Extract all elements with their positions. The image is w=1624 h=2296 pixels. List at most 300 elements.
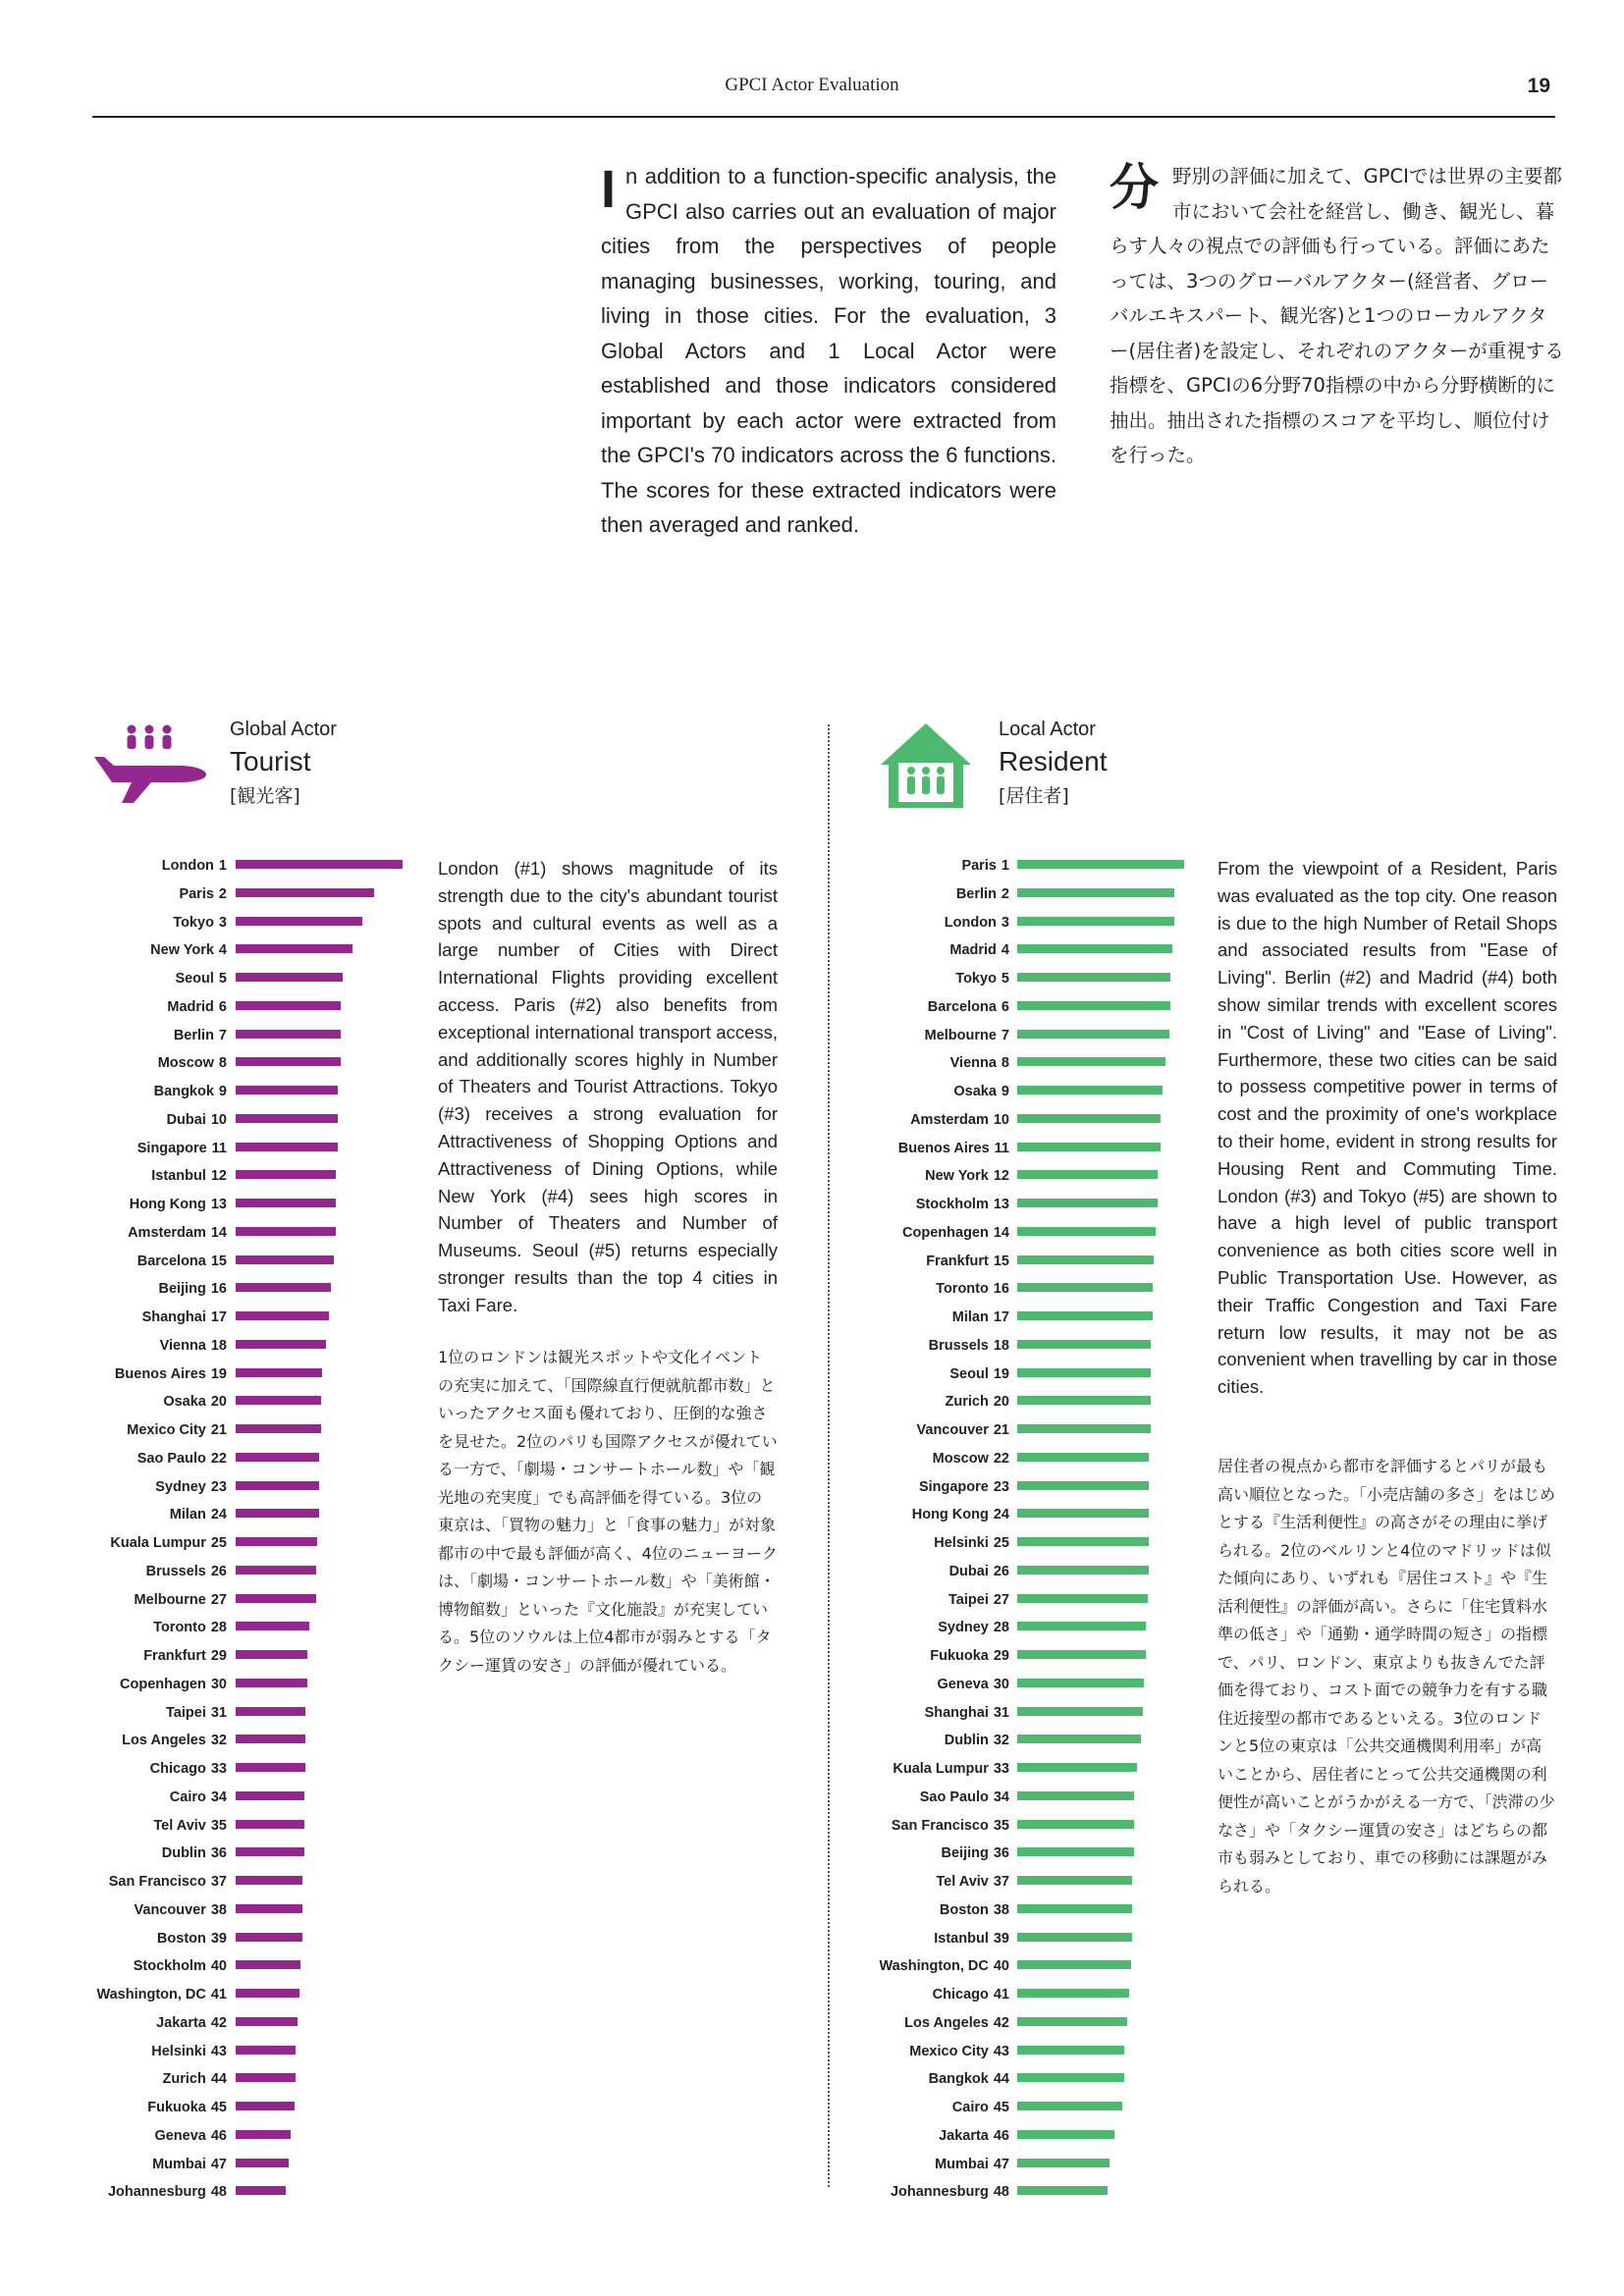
resident-description-en: From the viewpoint of a Resident, Paris was evaluated as the top city. One reason is due to the high Number of Retail Shops and associated results from "Ease of Living". Berlin (#2) and Madrid (#4) both show similar trends with excellent scores in "Cost of Living" and "Ease of Living". Furthermore, these two cities can be said to possess competitive power in terms of cost and the proximity of one's workplace to their home, evident in strong results for Housing Rent and Commuting Time. London (#3) and Tokyo (#5) are shown to have a high level of public transport convenience as both cities score well in Public Transportation Use. However, as their Traffic Congestion and Taxi Fare return low results, it may not be as convenient when travelling by car in those cities.	[1218, 858, 1557, 1398]
tourist-rank-city: Osaka	[163, 1394, 206, 1411]
tourist-rank-bar	[236, 1114, 338, 1123]
tourist-rank-row	[0, 1449, 412, 1477]
resident-rank-row	[844, 997, 1198, 1026]
tourist-rank-label	[150, 940, 227, 960]
resident-rank-label	[939, 2126, 1009, 2146]
tourist-rank-label	[122, 1731, 227, 1750]
tourist-rank-row	[0, 1703, 412, 1732]
tourist-rank-row	[0, 1646, 412, 1675]
tourist-rank-bar	[236, 1509, 319, 1518]
resident-rank-bar	[1017, 1707, 1143, 1716]
tourist-rank-bar	[236, 1227, 336, 1236]
tourist-rank-label	[159, 1279, 227, 1299]
resident-rank-bar	[1017, 1170, 1158, 1179]
resident-rank-row	[844, 2155, 1198, 2183]
tourist-rank-number: 5	[218, 971, 227, 987]
tourist-rank-number: 48	[210, 2184, 227, 2201]
tourist-rank-city: Bangkok	[153, 1084, 214, 1099]
resident-rank-number: 2	[1001, 885, 1009, 902]
resident-rank-label	[940, 1900, 1009, 1920]
resident-rank-bar	[1017, 1622, 1146, 1630]
tourist-rank-city: Melbourne	[134, 1591, 206, 1608]
resident-rank-bar	[1017, 2017, 1127, 2026]
resident-rank-city: Taipei	[948, 1591, 989, 1608]
tourist-rank-bar	[236, 1904, 302, 1913]
tourist-rank-row	[0, 1759, 412, 1788]
resident-rank-row	[844, 913, 1198, 941]
tourist-rank-row	[0, 1900, 412, 1929]
tourist-rank-row	[0, 1477, 412, 1506]
resident-rank-label	[945, 913, 1009, 933]
tourist-rank-row	[0, 1675, 412, 1703]
resident-rank-bar	[1017, 1030, 1169, 1039]
resident-rank-bar	[1017, 1509, 1149, 1518]
tourist-rank-number: 32	[210, 1733, 227, 1749]
resident-rank-row	[844, 1279, 1198, 1308]
tourist-rank-bar	[236, 2046, 296, 2055]
resident-rank-city: London	[944, 914, 997, 931]
column-divider	[828, 724, 830, 2187]
resident-rank-number: 25	[993, 1535, 1009, 1551]
resident-rank-label	[952, 1308, 1009, 1327]
resident-rank-bar	[1017, 2046, 1124, 2055]
resident-rank-label	[925, 1166, 1009, 1186]
resident-rank-bar	[1017, 1057, 1165, 1066]
tourist-rank-row	[0, 1872, 412, 1900]
resident-rank-row	[844, 2182, 1198, 2211]
resident-rank-city: Seoul	[949, 1365, 989, 1382]
tourist-rank-city: Tokyo	[173, 914, 214, 931]
tourist-rank-label	[150, 1759, 227, 1779]
resident-rank-number: 43	[993, 2043, 1009, 2059]
resident-rank-bar	[1017, 1735, 1141, 1743]
tourist-rank-city: Geneva	[154, 2127, 206, 2144]
resident-rank-city: Stockholm	[915, 1197, 989, 1212]
tourist-rank-label	[120, 1675, 227, 1694]
tourist-rank-number: 26	[210, 1563, 227, 1579]
resident-rank-number: 29	[993, 1648, 1009, 1664]
tourist-rank-number: 35	[210, 1817, 227, 1834]
resident-rank-number: 9	[1001, 1084, 1009, 1099]
tourist-rank-row	[0, 1985, 412, 2013]
tourist-rank-city: Vancouver	[134, 1901, 206, 1918]
tourist-rank-city: Taipei	[166, 1704, 206, 1721]
tourist-description-en: London (#1) shows magnitude of its strength due to the city's abundant tourist spots and cultural events as well as a large number of Cities with Direct International Flights providing excellent access. Paris (#2) also benefits from exceptional international transport access, and additionally scores highly in Number of Theaters and Tourist Attractions. Tokyo (#3) receives a strong evaluation for Attractiveness of Shopping Options and Attractiveness of Dining Options, while New York (#4) sees high scores in Number of Theaters and Number of Museums. Seoul (#5) returns especially stronger results than the top 4 cities in Taxi Fare.	[438, 858, 778, 1315]
resident-rank-row	[844, 1675, 1198, 1703]
tourist-rank-city: London	[161, 858, 214, 874]
tourist-rank-row	[0, 1590, 412, 1619]
tourist-rank-number: 3	[218, 914, 227, 931]
resident-rank-number: 40	[993, 1958, 1009, 1975]
resident-rank-number: 13	[993, 1197, 1009, 1212]
resident-rank-number: 33	[993, 1761, 1009, 1777]
resident-rank-city: Barcelona	[927, 998, 997, 1015]
resident-rank-row	[844, 1053, 1198, 1082]
tourist-title-ja: [観光客]	[230, 785, 300, 807]
tourist-rank-bar	[236, 1453, 319, 1462]
resident-rank-city: Vienna	[949, 1055, 997, 1072]
tourist-rank-bar	[236, 1340, 326, 1349]
tourist-rank-row	[0, 2155, 412, 2183]
resident-rank-city: Jakarta	[939, 2127, 989, 2144]
tourist-rank-city: Frankfurt	[143, 1648, 206, 1664]
resident-rank-bar	[1017, 1199, 1158, 1207]
tourist-rank-city: Buenos Aires	[114, 1365, 206, 1382]
tourist-rank-bar	[236, 1424, 321, 1433]
resident-rank-label	[935, 2155, 1009, 2174]
resident-rank-city: Vancouver	[916, 1422, 989, 1438]
tourist-rank-bar	[236, 1311, 329, 1320]
resident-rank-bar	[1017, 1368, 1151, 1377]
tourist-rank-number: 13	[210, 1197, 227, 1212]
resident-rank-label	[909, 2042, 1009, 2061]
resident-rank-label	[961, 856, 1009, 876]
tourist-rank-label	[128, 1223, 227, 1243]
tourist-rank-city: Vienna	[159, 1337, 206, 1354]
tourist-rank-label	[137, 1252, 227, 1271]
tourist-rank-bar	[236, 2186, 286, 2195]
tourist-rank-number: 14	[210, 1224, 227, 1241]
tourist-rank-bar	[236, 1481, 319, 1490]
resident-rank-bar	[1017, 1255, 1154, 1264]
resident-rank-city: Bangkok	[928, 2071, 989, 2088]
tourist-rank-city: Tel Aviv	[153, 1817, 206, 1834]
resident-rank-city: Cairo	[951, 2100, 989, 2115]
tourist-rank-row	[0, 1139, 412, 1167]
resident-rank-row	[844, 1533, 1198, 1562]
resident-rank-city: Istanbul	[934, 1930, 989, 1947]
resident-rank-label	[953, 1082, 1009, 1101]
tourist-rank-label	[115, 1364, 227, 1384]
resident-rank-number: 7	[1001, 1027, 1009, 1043]
resident-rank-row	[844, 1985, 1198, 2013]
tourist-rank-label	[179, 884, 227, 904]
resident-rank-label	[917, 1420, 1009, 1440]
resident-rank-row	[844, 1139, 1198, 1167]
resident-rank-row	[844, 1308, 1198, 1336]
resident-rank-bar	[1017, 1679, 1144, 1687]
resident-rank-number: 4	[1001, 942, 1009, 959]
tourist-rank-city: Stockholm	[133, 1958, 206, 1975]
resident-rank-bar	[1017, 2102, 1122, 2110]
resident-rank-row	[844, 856, 1198, 884]
tourist-rank-label	[155, 1477, 227, 1497]
resident-rank-row	[844, 1420, 1198, 1449]
tourist-rank-city: Copenhagen	[120, 1676, 206, 1692]
resident-rank-number: 38	[993, 1901, 1009, 1918]
resident-rank-row	[844, 1392, 1198, 1420]
tourist-rank-number: 16	[210, 1281, 227, 1298]
tourist-rank-number: 12	[210, 1168, 227, 1185]
tourist-rank-number: 33	[210, 1761, 227, 1777]
tourist-rank-bar	[236, 1255, 334, 1264]
resident-rank-bar	[1017, 1143, 1161, 1151]
tourist-rank-bar	[236, 2159, 289, 2167]
tourist-rank-number: 4	[218, 942, 227, 959]
resident-rank-bar	[1017, 1847, 1134, 1856]
tourist-rank-label	[151, 2042, 227, 2061]
tourist-rank-row	[0, 1279, 412, 1308]
tourist-rank-label	[158, 1053, 227, 1073]
tourist-rank-row	[0, 1562, 412, 1590]
tourist-rank-city: Cairo	[169, 1789, 206, 1805]
resident-title-ja: [居住者]	[999, 785, 1069, 807]
resident-rank-city: Fukuoka	[930, 1648, 989, 1664]
resident-rank-bar	[1017, 2130, 1114, 2139]
resident-rank-number: 31	[993, 1704, 1009, 1721]
resident-rank-label	[934, 1533, 1009, 1553]
tourist-description-ja: 1位のロンドンは観光スポットや文化イベントの充実に加えて、「国際線直行便就航都市数」といったアクセス面も優れており、圧倒的な強さを見せた。2位のパリも国際アクセスが優れている一方で、「劇場・コンサートホール数」や「観光地の充実度」でも高評価を得ている。3位の東京は、「買物の魅力」と「食事の魅力」が対象都市の中で最も評価が高く、4位のニューヨークは、「劇場・コンサートホール数」や「美術館・博物館数」といった『文化施設』が充実している。5位のソウルは上位4都市が弱みとする「タクシー運賃の安さ」の評価が優れている。	[438, 1348, 778, 1675]
resident-rank-bar	[1017, 1396, 1151, 1405]
resident-rank-label	[928, 997, 1009, 1017]
tourist-rank-city: Shanghai	[141, 1309, 206, 1325]
tourist-rank-city: Chicago	[149, 1761, 206, 1777]
resident-rank-city: Madrid	[949, 942, 997, 959]
tourist-rank-city: Johannesburg	[107, 2184, 206, 2201]
tourist-rank-bar	[236, 1707, 305, 1716]
tourist-rank-label	[175, 969, 227, 988]
resident-rank-bar	[1017, 1114, 1161, 1123]
resident-rank-label	[949, 940, 1009, 960]
resident-rank-number: 46	[993, 2127, 1009, 2144]
resident-ranking-chart	[844, 856, 1198, 2220]
resident-rank-label	[955, 969, 1009, 988]
tourist-rank-city: Kuala Lumpur	[110, 1535, 206, 1551]
tourist-rank-city: Seoul	[175, 971, 214, 987]
resident-rank-label	[919, 1477, 1009, 1497]
resident-rank-number: 36	[993, 1845, 1009, 1862]
tourist-rank-label	[130, 1195, 227, 1214]
resident-rank-number: 14	[993, 1224, 1009, 1241]
resident-rank-city: Boston	[939, 1901, 989, 1918]
tourist-rank-city: Fukuoka	[147, 2100, 206, 2115]
tourist-rank-number: 38	[210, 1901, 227, 1918]
intro-dropcap-en: I	[601, 160, 617, 219]
tourist-rank-label	[154, 2126, 227, 2146]
resident-rank-city: Moscow	[932, 1450, 989, 1467]
tourist-rank-number: 44	[210, 2071, 227, 2088]
resident-rank-row	[844, 1336, 1198, 1364]
resident-rank-bar	[1017, 1453, 1149, 1462]
tourist-rank-row	[0, 969, 412, 997]
resident-rank-row	[844, 1788, 1198, 1816]
resident-rank-label	[910, 1110, 1009, 1130]
resident-description-ja: 居住者の視点から都市を評価するとパリが最も高い順位となった。「小売店舗の多さ」をはじめとする『生活利便性』の高さがその理由に挙げられる。2位のベルリンと4位のマドリッドは似た傾向にあり、いずれも『居住コスト』や『生活利便性』の評価が高い。さらに「住宅賃料水準の低さ」や「通勤・通学時間の短さ」の指標で、パリ、ロンドン、東京よりも抜きんでた評価を得ており、コスト面での競争力を有する職住近接型の都市であるといえる。3位のロンドンと5位の東京は「公共交通機関利用率」が高いことから、居住者にとって公共交通機関の利便性が高いことがうかがえる一方で、「渋滞の少なさ」や「タクシー運賃の安さ」はどちらの都市も弱みとしており、車での移動には課題がみられる。	[1218, 1457, 1556, 1896]
resident-rank-number: 30	[993, 1676, 1009, 1692]
tourist-rank-city: Amsterdam	[128, 1224, 206, 1241]
tourist-rank-row	[0, 1053, 412, 1082]
tourist-rank-bar	[236, 1650, 307, 1659]
resident-rank-city: Johannesburg	[890, 2184, 989, 2201]
resident-rank-label	[904, 2013, 1009, 2033]
resident-rank-number: 27	[993, 1591, 1009, 1608]
resident-rank-row	[844, 1026, 1198, 1054]
tourist-rank-city: Hong Kong	[129, 1197, 206, 1212]
tourist-rank-row	[0, 1731, 412, 1759]
tourist-rank-city: Mumbai	[152, 2156, 206, 2172]
running-header-title: GPCI Actor Evaluation	[725, 75, 899, 95]
tourist-rank-label	[134, 1956, 227, 1976]
tourist-rank-label	[142, 1308, 227, 1327]
resident-rank-row	[844, 1646, 1198, 1675]
resident-rank-label	[929, 2069, 1009, 2089]
tourist-rank-number: 30	[210, 1676, 227, 1692]
resident-title: Resident	[999, 746, 1108, 776]
resident-rank-number: 12	[993, 1168, 1009, 1185]
tourist-rank-row	[0, 1505, 412, 1533]
resident-rank-city: Shanghai	[924, 1704, 989, 1721]
tourist-rank-number: 25	[210, 1535, 227, 1551]
tourist-rank-row	[0, 1392, 412, 1420]
tourist-rank-bar	[236, 1735, 305, 1743]
tourist-rank-number: 41	[210, 1987, 227, 2002]
resident-rank-row	[844, 1562, 1198, 1590]
tourist-rank-city: Mexico City	[127, 1422, 206, 1438]
tourist-rank-row	[0, 1816, 412, 1844]
tourist-rank-label	[135, 1900, 227, 1920]
tourist-rank-label	[137, 1449, 227, 1468]
tourist-rank-number: 23	[210, 1478, 227, 1495]
resident-actor-type: Local Actor	[999, 719, 1096, 740]
tourist-rank-city: Berlin	[173, 1027, 214, 1043]
tourist-rank-number: 24	[210, 1507, 227, 1523]
resident-rank-label	[938, 1618, 1009, 1637]
resident-rank-city: Geneva	[937, 1676, 989, 1692]
tourist-rank-label	[162, 856, 227, 876]
resident-rank-bar	[1017, 1001, 1170, 1010]
resident-rank-bar	[1017, 1340, 1151, 1349]
resident-rank-city: Frankfurt	[926, 1253, 989, 1269]
tourist-rank-city: Brussels	[145, 1563, 206, 1579]
tourist-rank-row	[0, 856, 412, 884]
resident-rank-row	[844, 1505, 1198, 1533]
resident-rank-city: Dublin	[944, 1733, 989, 1749]
resident-rank-number: 21	[993, 1422, 1009, 1438]
tourist-rank-city: Istanbul	[151, 1168, 206, 1185]
tourist-rank-row	[0, 1082, 412, 1110]
tourist-rank-city: Zurich	[162, 2071, 206, 2088]
resident-rank-city: Beijing	[941, 1845, 989, 1862]
resident-rank-label	[936, 1279, 1009, 1299]
resident-rank-number: 48	[993, 2184, 1009, 2201]
resident-rank-number: 8	[1001, 1055, 1009, 1072]
tourist-rank-row	[0, 1956, 412, 1985]
resident-rank-number: 35	[993, 1817, 1009, 1834]
resident-rank-bar	[1017, 1227, 1156, 1236]
resident-rank-city: Los Angeles	[904, 2014, 989, 2031]
tourist-rank-number: 36	[210, 1845, 227, 1862]
resident-rank-label	[949, 1562, 1009, 1581]
resident-rank-label	[879, 1956, 1009, 1976]
resident-rank-city: Brussels	[928, 1337, 989, 1354]
tourist-rank-city: Milan	[169, 1507, 206, 1523]
tourist-rank-row	[0, 1026, 412, 1054]
tourist-rank-bar	[236, 1933, 302, 1942]
tourist-rank-bar	[236, 1001, 341, 1010]
tourist-rank-bar	[236, 1086, 338, 1095]
resident-rank-row	[844, 1956, 1198, 1985]
resident-rank-number: 22	[993, 1450, 1009, 1467]
tourist-rank-number: 17	[210, 1309, 227, 1325]
resident-rank-row	[844, 1082, 1198, 1110]
airplane-passengers-icon	[92, 721, 208, 809]
resident-rank-number: 42	[993, 2014, 1009, 2031]
resident-rank-row	[844, 884, 1198, 913]
tourist-rank-row	[0, 1843, 412, 1872]
tourist-rank-bar	[236, 1143, 338, 1151]
tourist-rank-number: 31	[210, 1704, 227, 1721]
resident-rank-label	[892, 1816, 1009, 1836]
tourist-rank-row	[0, 1336, 412, 1364]
resident-rank-number: 11	[994, 1140, 1009, 1156]
resident-rank-label	[933, 1449, 1009, 1468]
tourist-rank-bar	[236, 1679, 307, 1687]
tourist-rank-city: New York	[150, 942, 214, 959]
resident-rank-bar	[1017, 1311, 1153, 1320]
intro-japanese-text: 野別の評価に加えて、GPCIでは世界の主要都市において会社を経営し、働き、観光し、暮らす人々の視点での評価も行っている。評価にあたっては、3つのグローバルアクター(経営者、グローバルエキスパート、観光客)と1つのローカルアクター(居住者)を設定し、それぞれのアクターが重視する指標を、GPCIの6分野70指標の中から分野横断的に抽出。抽出された指標のスコアを平均し、順位付けを行った。	[1110, 165, 1564, 466]
tourist-rank-row	[0, 2126, 412, 2155]
resident-rank-label	[920, 1788, 1009, 1807]
resident-rank-row	[844, 1166, 1198, 1195]
tourist-rank-label	[152, 2155, 227, 2174]
tourist-rank-row	[0, 2042, 412, 2070]
resident-rank-city: Dubai	[948, 1563, 989, 1579]
tourist-rank-label	[127, 1420, 227, 1440]
tourist-rank-row	[0, 2069, 412, 2098]
resident-rank-city: Milan	[951, 1309, 989, 1325]
intro-english-text: n addition to a function-specific analysis, the GPCI also carries out an evaluation of major cities from the perspectives of people managing businesses, working, touring, and living in those cities. For the evaluation, 3 Global Actors and 1 Local Actor were established and those indicators considered important by each actor were extracted from the GPCI's 70 indicators across the 6 functions. The scores for these extracted indicators were then averaged and ranked.	[601, 164, 1056, 537]
resident-rank-bar	[1017, 1537, 1149, 1546]
resident-rank-city: Washington, DC	[879, 1958, 989, 1975]
resident-rank-city: Hong Kong	[911, 1507, 989, 1523]
tourist-rank-row	[0, 1929, 412, 1957]
resident-rank-number: 28	[993, 1620, 1009, 1636]
tourist-rank-number: 39	[210, 1930, 227, 1947]
house-family-icon	[877, 720, 975, 810]
resident-rank-label	[942, 1843, 1009, 1863]
resident-rank-label	[893, 1759, 1009, 1779]
resident-rank-label	[891, 2182, 1009, 2202]
resident-rank-city: Berlin	[955, 885, 997, 902]
intro-dropcap-ja: 分	[1110, 159, 1159, 216]
tourist-rank-number: 1	[218, 858, 227, 874]
resident-rank-city: Paris	[961, 858, 997, 874]
tourist-rank-city: Barcelona	[136, 1253, 206, 1269]
resident-rank-bar	[1017, 1960, 1131, 1969]
resident-rank-number: 32	[993, 1733, 1009, 1749]
resident-rank-number: 26	[993, 1563, 1009, 1579]
tourist-rank-bar	[236, 888, 374, 897]
resident-rank-label	[926, 1252, 1009, 1271]
tourist-rank-label	[167, 1110, 227, 1130]
tourist-rank-row	[0, 1166, 412, 1195]
resident-rank-label	[946, 1392, 1009, 1412]
tourist-rank-number: 37	[210, 1874, 227, 1890]
resident-rank-label	[956, 884, 1009, 904]
tourist-rank-number: 46	[210, 2127, 227, 2144]
resident-rank-bar	[1017, 1283, 1153, 1292]
tourist-rank-city: Dubai	[166, 1111, 206, 1128]
tourist-rank-number: 45	[210, 2100, 227, 2115]
tourist-rank-label	[110, 1533, 227, 1553]
resident-rank-row	[844, 1703, 1198, 1732]
resident-rank-city: Toronto	[936, 1281, 989, 1298]
tourist-rank-label	[96, 1985, 227, 2004]
resident-rank-number: 45	[993, 2100, 1009, 2115]
tourist-rank-label	[153, 1618, 227, 1637]
resident-rank-number: 18	[993, 1337, 1009, 1354]
resident-rank-city: Singapore	[918, 1478, 989, 1495]
